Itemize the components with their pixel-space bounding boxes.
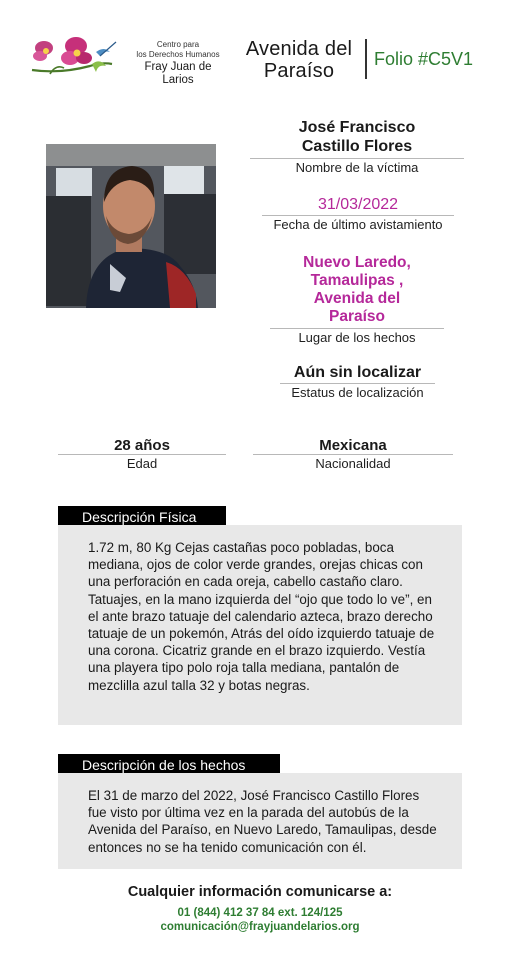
status-value: Aún sin localizar bbox=[293, 364, 422, 381]
last-seen-label: Fecha de último avistamiento bbox=[273, 217, 443, 232]
contact-title: Cualquier información comunicarse a: bbox=[127, 884, 393, 900]
header-divider bbox=[365, 39, 367, 79]
orchid-logo-icon bbox=[30, 34, 128, 84]
physical-description-box bbox=[58, 525, 462, 725]
location-label: Lugar de los hechos bbox=[298, 330, 416, 345]
facts-description-header: Descripción de los hechos bbox=[58, 754, 280, 774]
age-field bbox=[58, 436, 226, 472]
name-underline bbox=[250, 158, 464, 159]
last-seen-date: 31/03/2022 bbox=[317, 196, 399, 213]
status-underline bbox=[280, 383, 435, 384]
org-logo bbox=[30, 34, 225, 84]
age-value: 28 años bbox=[114, 437, 170, 454]
folio-number: Folio #C5V1 bbox=[374, 49, 474, 69]
place-title: Avenida del Paraíso bbox=[245, 38, 353, 82]
org-name: Fray Juan de Larios bbox=[144, 61, 212, 86]
location-underline bbox=[270, 328, 444, 329]
physical-description-text: 1.72 m, 80 Kg Cejas castañas poco pobladas, boca mediana, ojos de color verde grandes, orejas chicas con una perforación en cada oreja, cabello castaño claro. Tatuajes, en la mano izquierda del “ojo que todo lo ve”, en el ante brazo tatuaje del calendario azteca, brazo derecho tatuaje de un pokemón, Atrás del oído izquierdo tatuaje de una corona. Cicatriz grande en el brazo izquierdo. Vestía una playera tipo polo roja talla mediana, pantalón de mezclilla azul talla 32 y botas negras. bbox=[88, 540, 435, 693]
date-underline bbox=[262, 215, 454, 216]
name-field bbox=[250, 118, 464, 176]
nationality-value: Mexicana bbox=[319, 437, 387, 454]
nationality-field bbox=[253, 436, 453, 472]
facts-description-text: El 31 de marzo del 2022, José Francisco Castillo Flores fue visto por última vez en la parada del autobús de la Avenida del Paraíso, en Nuevo Laredo, Tamaulipas, desde entonces no se ha tenido comunicación con él. bbox=[88, 788, 437, 855]
nationality-label: Nacionalidad bbox=[315, 456, 391, 471]
org-name-block bbox=[128, 40, 228, 87]
org-line-1: Centro para bbox=[156, 40, 200, 49]
physical-description-header: Descripción Física bbox=[58, 506, 226, 526]
location-field bbox=[270, 254, 444, 346]
status-field bbox=[280, 363, 435, 401]
contact-email[interactable]: comunicación@frayjuandelarios.org bbox=[160, 921, 360, 933]
victim-photo bbox=[46, 144, 216, 308]
status-label: Estatus de localización bbox=[291, 385, 424, 400]
contact-phone: 01 (844) 412 37 84 ext. 124/125 bbox=[177, 907, 343, 919]
name-label: Nombre de la víctima bbox=[295, 160, 419, 175]
age-label: Edad bbox=[126, 456, 158, 471]
org-line-2: los Derechos Humanos bbox=[136, 50, 220, 59]
facts-description-box bbox=[58, 773, 462, 869]
location-value: Nuevo Laredo, Tamaulipas , Avenida del Paraíso bbox=[303, 254, 411, 325]
victim-name: José Francisco Castillo Flores bbox=[298, 119, 416, 155]
last-seen-field bbox=[262, 195, 454, 233]
